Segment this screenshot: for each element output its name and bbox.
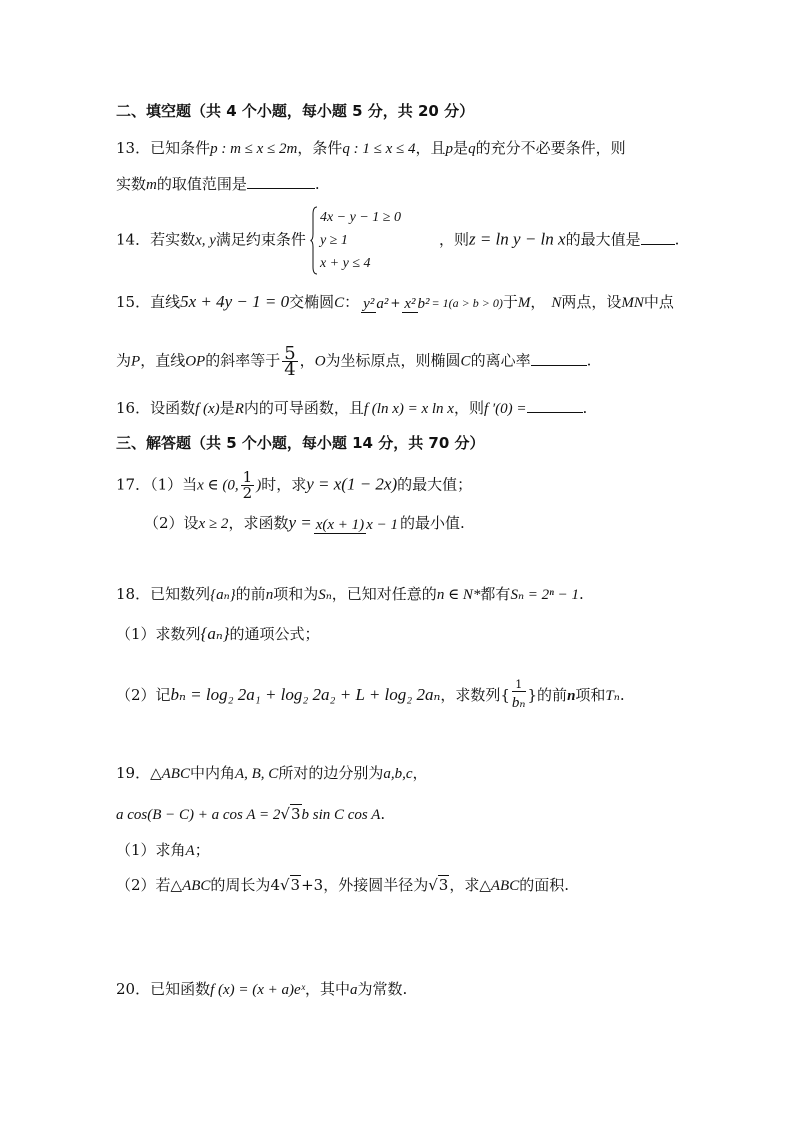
fx: f (x) [195,401,220,417]
text: ，求 [449,876,480,894]
text: 的离心率 [470,351,531,370]
question-19-part-2 [116,875,569,896]
text: 的通项公式； [229,625,320,643]
text: 满足约束条件 [215,230,306,249]
question-19-part-1 [116,840,210,861]
section-heading-text: 三、解答题（共 5 个小题，每小题 14 分，共 70 分） [116,434,485,452]
text: （2）记 [116,686,171,704]
text: +3 [301,876,324,894]
section-heading-text: 二、填空题（共 4 个小题，每小题 5 分，共 20 分） [116,102,475,120]
var-R: R [234,401,244,417]
question-13-line-1 [116,138,626,159]
sequence: {aₙ} [200,624,230,643]
constraint-2: y ≥ 1 [319,233,348,248]
text: 的周长为 [210,876,271,894]
text: ，条件 [297,139,343,157]
text: 的取值范围是 [156,175,247,193]
function-definition: f (x) = (x + a)eˣ [210,982,305,998]
text: 都有 [480,585,511,603]
text: （1）求数列 [116,625,201,643]
interval: x ∈ (0, [197,477,239,494]
text: 中点 [643,293,674,311]
denominator: bₙ [511,695,526,711]
bn-definition: bₙ = log₂ 2a₁ + log₂ 2a₂ + L + log₂ 2aₙ [170,685,441,704]
sequence: {aₙ} [210,587,236,603]
var-p: p [445,141,454,157]
numerator: x² [404,295,416,312]
condition: x ≥ 2 [198,516,229,532]
var-a: a [349,982,358,998]
answer-blank[interactable] [531,351,587,366]
question-13-number: 13．已知条件 [116,139,211,157]
question-17-part-2 [144,513,465,535]
text: ； [194,841,210,859]
var-m: m [146,177,157,193]
text: （2）设 [144,514,199,532]
text: 为常数. [357,980,408,998]
text: . [579,585,584,603]
radicand: 3 [290,805,301,823]
answer-blank[interactable] [527,398,583,413]
var-C: C [334,295,345,311]
text: （1）求角 [116,841,186,859]
text: . [619,686,625,704]
text: ，直线 [140,351,186,370]
question-19-stem-1 [116,763,428,784]
question-18-part-2 [116,679,625,713]
text: . [674,230,680,249]
var-C: C [460,353,471,370]
text: ，已知对任意的 [331,585,437,603]
question-15-line-2 [116,343,592,380]
text: ) [256,477,262,494]
var-P: P [131,353,141,370]
question-20-number: 20．已知函数 [116,980,211,998]
text: . [586,351,592,370]
question-14 [116,206,679,275]
radicand: 3 [290,876,301,894]
equation-part: b sin C cos A [301,807,381,823]
text: 是 [453,139,469,157]
var-Tn: Tₙ [605,688,620,704]
text: 于 [502,293,518,311]
var-OP: OP [185,353,206,370]
sum-formula: Sₙ = 2ⁿ − 1 [510,587,579,603]
brace-icon [310,206,318,275]
functional-equation: f (ln x) = x ln x [363,401,454,417]
question-18-number: 18．已知数列 [116,585,211,603]
numerator: 1 [512,679,526,692]
denominator: b² [417,295,430,312]
fraction-expr [314,514,398,535]
question-18-part-1 [116,624,320,644]
text: 内的可导函数，且 [243,399,364,417]
sides: a,b,c [383,766,413,782]
question-19-stem-2 [116,804,385,825]
var-M: M [517,295,531,311]
ellipse-condition: = 1(a > b > 0) [431,296,503,310]
text: 的最大值； [397,475,473,494]
question-14-number: 14．若实数 [116,230,196,249]
angles: A, B, C [234,766,279,782]
sqrt-sign: √ [279,876,290,894]
text: 是 [219,399,235,417]
text: ，求函数 [228,514,289,532]
var-n: n [567,688,576,704]
question-20-stem [116,979,407,1000]
line-equation: 5x + 4y − 1 = 0 [180,292,290,311]
triangle: △ABC [170,878,211,894]
constraint-1: 4x − y − 1 ≥ 0 [319,210,401,225]
text: 为坐标原点，则椭圆 [325,351,461,370]
question-13-line-2 [116,174,320,195]
text: 的充分不必要条件，则 [475,139,626,157]
text: + [390,296,401,310]
denominator: 2 [242,484,253,502]
text: 项和为 [273,585,319,603]
fraction-y2-a2 [361,293,388,314]
question-16 [116,398,587,419]
text: ， [412,764,428,782]
text: ，其中 [304,980,350,998]
var-q: q [468,141,476,157]
var-MN: MN [621,295,644,311]
triangle: △ABC [479,878,520,894]
question-17-part-1 [116,470,472,501]
text: } [527,686,538,704]
function-expr: y = x(1 − 2x) [306,474,398,494]
answer-blank[interactable] [641,230,675,245]
text: { [500,686,510,704]
text: （2）若 [116,876,171,894]
var-A: A [185,843,195,859]
numerator: y² [363,295,375,312]
fraction-1-bn [512,679,526,713]
text: 项和 [575,686,606,704]
fraction-1-2 [241,470,255,501]
text: 的最小值. [399,514,465,532]
text: 的前 [537,686,568,704]
question-16-number: 16．设函数 [116,399,196,417]
section-heading-solve [116,433,485,453]
text: 所对的边分别为 [278,764,384,782]
answer-blank[interactable] [247,174,315,189]
var-N: N [551,295,562,311]
question-17-number: 17． [116,475,151,494]
denominator: x − 1 [366,516,398,533]
y-eq: y = [288,513,312,532]
text: 的面积. [519,876,570,894]
text: ，则 [453,399,484,417]
constraint-3: x + y ≤ 4 [319,256,371,271]
var-n: n [265,587,274,603]
text: 实数 [116,175,147,193]
condition-p: p : m ≤ x ≤ 2m [210,141,298,157]
numerator: 1 [242,468,253,486]
text: . [582,399,588,417]
text: 时，求 [261,475,307,494]
sqrt-sign: √ [280,805,290,823]
fraction-5-4 [282,343,297,380]
text: ，且 [415,139,446,157]
objective-expr: z = ln y − ln x [468,229,566,249]
text: 4 [270,876,280,894]
f-prime: f ′(0) = [483,401,527,417]
question-15-number: 15．直线 [116,293,181,311]
condition-q: q : 1 ≤ x ≤ 4 [342,141,416,157]
equation-part: a cos(B − C) + a cos A = 2 [116,807,281,823]
question-15-line-1 [116,292,674,314]
n-in-N: n ∈ N* [436,587,481,603]
text: （1）当 [150,475,198,494]
text: . [314,175,320,193]
triangle: △ABC [150,766,190,782]
text: ， [299,351,315,370]
text: ，则 [438,230,469,249]
text: ， [530,293,546,311]
section-heading-fill-in [116,101,474,121]
numerator: x(x + 1) [315,516,365,533]
sqrt-sign: √ [428,876,438,894]
text: 为 [116,351,132,370]
denominator: 4 [284,359,296,380]
vars: x, y [195,232,216,249]
text: ，外接圆半径为 [323,876,429,894]
text: . [380,805,386,823]
text: ，求数列 [440,686,501,704]
text: 两点，设 [561,293,622,311]
text: 的最大值是 [565,230,641,249]
numerator: 5 [284,343,296,364]
constraint-system [310,206,401,275]
question-18-stem [116,584,584,605]
text: 的斜率等于 [205,351,281,370]
question-19-number: 19． [116,764,151,782]
text: 交椭圆 [289,293,335,311]
text: 中内角 [189,764,235,782]
radicand: 3 [438,876,449,894]
text: ： [344,293,360,311]
denominator: a² [376,295,389,312]
text: 的前 [235,585,266,603]
fraction-x2-b2 [402,293,429,314]
var-O: O [314,353,326,370]
var-Sn: Sₙ [318,587,332,603]
